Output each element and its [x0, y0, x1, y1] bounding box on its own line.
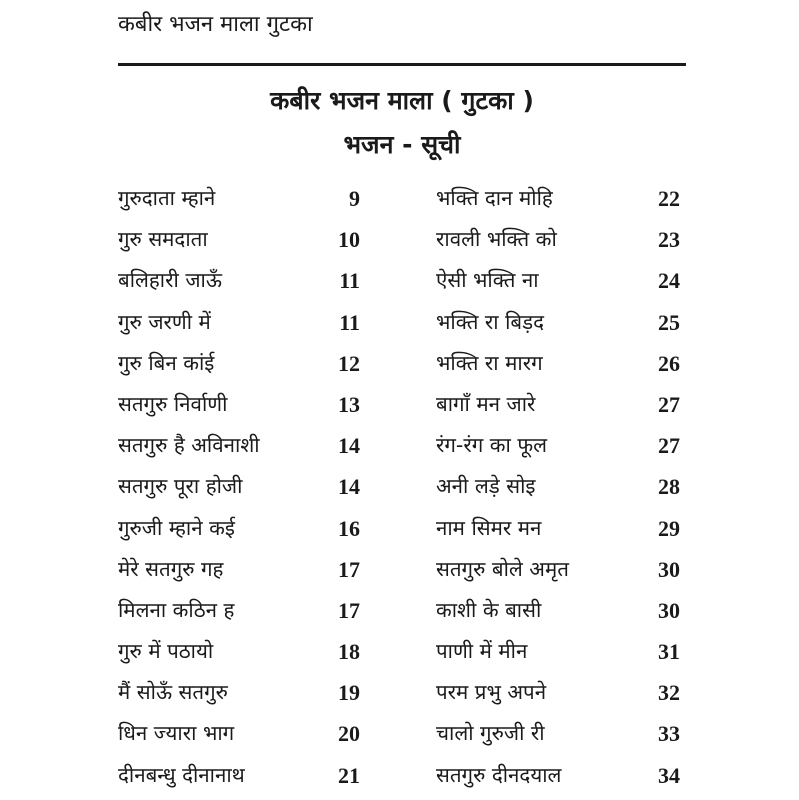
entry-title: मेरे सतगुरु गह [118, 556, 224, 581]
entry-title: मैं सोऊँ सतगुरु [118, 680, 228, 705]
index-entry [118, 590, 368, 631]
index-entry [118, 219, 368, 260]
index-entry [118, 549, 368, 590]
entry-title: पाणी में मीन [436, 639, 528, 664]
entry-title: नाम सिमर मन [436, 515, 542, 540]
entry-page: 21 [338, 762, 360, 788]
index-entry [436, 713, 680, 754]
entry-page: 19 [338, 680, 360, 706]
entry-page: 23 [658, 227, 680, 253]
entry-page: 11 [339, 268, 360, 294]
entry-page: 20 [338, 721, 360, 747]
entry-page: 24 [658, 268, 680, 294]
entry-page: 17 [338, 597, 360, 623]
index-entry [436, 631, 680, 672]
entry-title: दीनबन्धु दीनानाथ [118, 762, 245, 787]
entry-title: गुरु में पठायो [118, 639, 214, 664]
index-entry [436, 508, 680, 549]
entry-page: 12 [338, 350, 360, 376]
page-subtitle: भजन - सूची [343, 130, 461, 159]
entry-title: मिलना कठिन ह [118, 597, 235, 622]
index-entry [436, 302, 680, 343]
index-entry [436, 549, 680, 590]
entry-title: गुरुजी म्हाने कई [118, 515, 235, 540]
entry-title: सतगुरु पूरा होजी [118, 474, 243, 499]
header-rule [118, 63, 686, 66]
index-entry [118, 466, 368, 507]
entry-page: 18 [338, 639, 360, 665]
entry-title: धिन ज्यारा भाग [118, 721, 235, 746]
index-column-right [436, 178, 680, 796]
index-entry [118, 631, 368, 672]
index-entry [118, 343, 368, 384]
entry-page: 32 [658, 680, 680, 706]
entry-page: 29 [658, 515, 680, 541]
entry-page: 22 [658, 186, 680, 211]
entry-title: चालो गुरुजी री [436, 721, 545, 746]
entry-title: गुरु समदाता [118, 227, 208, 252]
entry-page: 16 [338, 515, 360, 541]
entry-title: भक्ति दान मोहि [436, 186, 553, 210]
index-column-left [118, 178, 368, 796]
entry-title: गुरु जरणी में [118, 309, 211, 334]
index-entry [436, 590, 680, 631]
index-entry [436, 260, 680, 301]
entry-title: रावली भक्ति को [436, 227, 557, 252]
entry-title: सतगुरु है अविनाशी [118, 433, 260, 458]
entry-title: काशी के बासी [436, 597, 542, 622]
index-entry [436, 384, 680, 425]
index-entry [118, 672, 368, 713]
entry-title: सतगुरु दीनदयाल [436, 762, 562, 787]
index-entry [436, 466, 680, 507]
running-header: कबीर भजन माला गुटका [118, 12, 313, 37]
entry-title: अनी लड़े सोइ [436, 474, 536, 499]
entry-page: 27 [658, 433, 680, 459]
entry-page: 25 [658, 309, 680, 335]
entry-title: भक्ति रा मारग [436, 350, 543, 375]
entry-page: 26 [658, 350, 680, 376]
page-title: कबीर भजन माला ( गुटका ) [270, 86, 534, 115]
entry-page: 9 [349, 186, 360, 211]
index-entry [118, 425, 368, 466]
entry-title: सतगुरु निर्वाणी [118, 391, 228, 416]
index-entry [118, 302, 368, 343]
entry-title: परम प्रभु अपने [436, 680, 547, 705]
entry-page: 30 [658, 597, 680, 623]
index-entry [436, 219, 680, 260]
entry-page: 13 [338, 391, 360, 417]
index-entry [118, 508, 368, 549]
entry-title: बलिहारी जाऊँ [118, 268, 222, 293]
entry-title: भक्ति रा बिड़द [436, 309, 544, 334]
entry-title: गुरुदाता म्हाने [118, 186, 216, 210]
entry-title: गुरु बिन कांई [118, 350, 215, 375]
index-entry [118, 178, 368, 219]
entry-page: 27 [658, 391, 680, 417]
entry-page: 34 [658, 762, 680, 788]
entry-page: 31 [658, 639, 680, 665]
index-entry [436, 425, 680, 466]
index-entry [436, 755, 680, 796]
index-entry [436, 672, 680, 713]
entry-page: 10 [338, 227, 360, 253]
entry-title: बागाँ मन जारे [436, 391, 536, 416]
entry-page: 28 [658, 474, 680, 500]
index-entry [436, 178, 680, 219]
entry-page: 30 [658, 556, 680, 582]
index-entry [118, 260, 368, 301]
index-entry [436, 343, 680, 384]
entry-page: 14 [338, 474, 360, 500]
entry-page: 11 [339, 309, 360, 335]
index-entry [118, 713, 368, 754]
entry-title: सतगुरु बोले अमृत [436, 556, 569, 581]
index-entry [118, 755, 368, 796]
entry-title: ऐसी भक्ति ना [436, 268, 539, 293]
entry-page: 33 [658, 721, 680, 747]
entry-page: 14 [338, 433, 360, 459]
entry-title: रंग-रंग का फूल [436, 433, 548, 458]
index-entry [118, 384, 368, 425]
entry-page: 17 [338, 556, 360, 582]
